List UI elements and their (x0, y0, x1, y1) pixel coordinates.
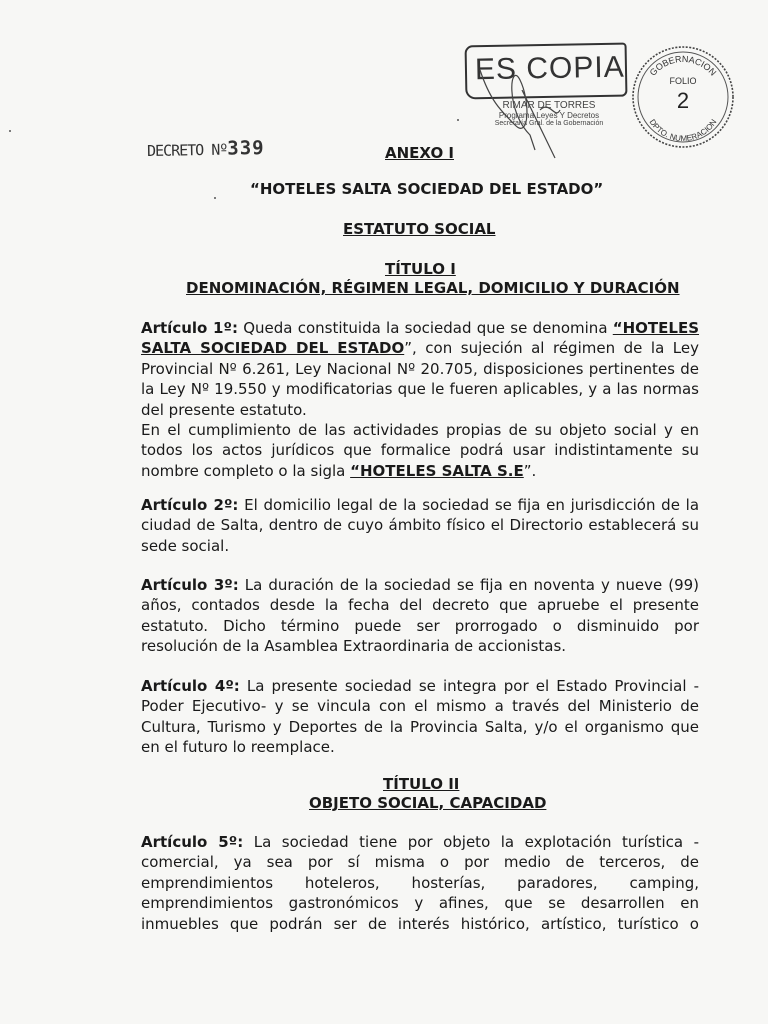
decreto-label: DECRETO Nº (146, 140, 228, 161)
signer-department: Secretaría Gral. de la Gobernación (494, 120, 604, 127)
svg-text:DPTO. NUMERACION (648, 118, 719, 144)
article-4-text: La presente sociedad se integra por el Estado Provincial - (239, 677, 700, 695)
seal-folio-label: FOLIO (669, 76, 697, 86)
article-1-sigla: “HOTELES SALTA S.E (350, 461, 524, 480)
scan-speck (214, 197, 216, 199)
article-1 (141, 318, 699, 481)
article-1-text: la Ley Nº 19.550 y modificatorias que le fueren aplicables, y a las normas (141, 380, 699, 399)
seal-top-text: GOBERNACION (647, 53, 719, 78)
article-1-text: Provincial Nº 6.261, Ley Nacional Nº 20.705, disposiciones pertinentes de (141, 359, 699, 378)
svg-text:GOBERNACION (648, 54, 719, 78)
article-5-text: emprendimientos hoteleros, hosterías, paradores, camping, (141, 873, 699, 892)
scan-speck (457, 119, 459, 121)
article-4-text: Poder Ejecutivo- y se vincula con el mismo a través del Ministerio de (141, 697, 699, 716)
article-1-label: Artículo 1º: (141, 319, 238, 337)
titulo-2-name: OBJETO SOCIAL, CAPACIDAD (309, 794, 547, 812)
article-4 (141, 676, 699, 758)
article-2-text: ciudad de Salta, dentro de cuyo ámbito físico el Directorio establecerá su (141, 516, 699, 535)
signer-name: RIMAR DE TORRES (502, 100, 596, 111)
scan-speck (9, 130, 11, 132)
article-2-label: Artículo 2º: (141, 496, 239, 514)
titulo-1-label: TÍTULO I (385, 260, 456, 278)
article-3 (141, 575, 699, 657)
estatuto-heading: ESTATUTO SOCIAL (343, 220, 496, 238)
article-1-text: todos los actos jurídicos que formalice podrá usar indistintamente su (141, 441, 699, 460)
article-2-text: El domicilio legal de la sociedad se fija en jurisdicción de la (238, 496, 700, 514)
article-1-text: nombre completo o la sigla (141, 461, 351, 480)
article-1-text: ”, con sujeción al régimen de la Ley (404, 339, 699, 358)
article-5-label: Artículo 5º: (141, 833, 244, 851)
article-5-text: La sociedad tiene por objeto la explotación turística - (243, 833, 699, 851)
article-1-text: En el cumplimiento de las actividades propias de su objeto social y en (141, 421, 699, 440)
article-1-name-bold: “HOTELES (612, 319, 700, 337)
decreto-value: 339 (227, 136, 265, 160)
article-4-text: en el futuro lo reemplace. (141, 738, 335, 757)
article-5-text: emprendimientos gastronómicos y afines, que se desarrollen en (141, 894, 699, 913)
decreto-number (147, 137, 265, 161)
seal-folio-number: 2 (676, 88, 690, 113)
signer-title: Programa Leyes Y Decretos (498, 111, 600, 120)
article-5-text: comercial, ya sea por sí misma o por medio de terceros, de (141, 853, 699, 872)
article-3-label: Artículo 3º: (141, 576, 239, 594)
article-1-text: ”. (523, 461, 537, 480)
article-4-label: Artículo 4º: (141, 677, 240, 695)
article-5-text: inmuebles que podrán ser de interés histórico, artístico, turístico o (141, 914, 699, 933)
article-1-text: Queda constituida la sociedad que se denomina (237, 319, 613, 337)
article-5 (141, 832, 699, 934)
seal-bottom-text: DPTO. NUMERACION (647, 117, 719, 144)
company-title: “HOTELES SALTA SOCIEDAD DEL ESTADO” (250, 180, 604, 198)
article-3-text: años, contados desde la fecha del decreto que apruebe el presente (141, 596, 699, 615)
signature-block (474, 100, 624, 128)
copia-stamp-text: ES COPIA (474, 50, 625, 87)
anexo-heading: ANEXO I (385, 144, 454, 162)
article-1-name-bold-2: SALTA SOCIEDAD DEL ESTADO (141, 339, 405, 358)
titulo-1-name: DENOMINACIÓN, RÉGIMEN LEGAL, DOMICILIO Y DURACIÓN (186, 279, 680, 297)
article-3-text: resolución de la Asamblea Extraordinaria de accionistas. (141, 637, 567, 656)
article-2-text: sede social. (141, 536, 230, 555)
folio-seal (628, 44, 738, 150)
article-2 (141, 495, 699, 556)
article-3-text: estatuto. Dicho término puede ser prorrogado o disminuido por (141, 616, 699, 635)
article-3-text: La duración de la sociedad se fija en noventa y nueve (99) (238, 576, 700, 594)
titulo-2-label: TÍTULO II (383, 775, 460, 793)
article-4-text: Cultura, Turismo y Deportes de la Provincia Salta, y/o el organismo que (141, 717, 699, 736)
article-1-text: del presente estatuto. (141, 400, 307, 419)
